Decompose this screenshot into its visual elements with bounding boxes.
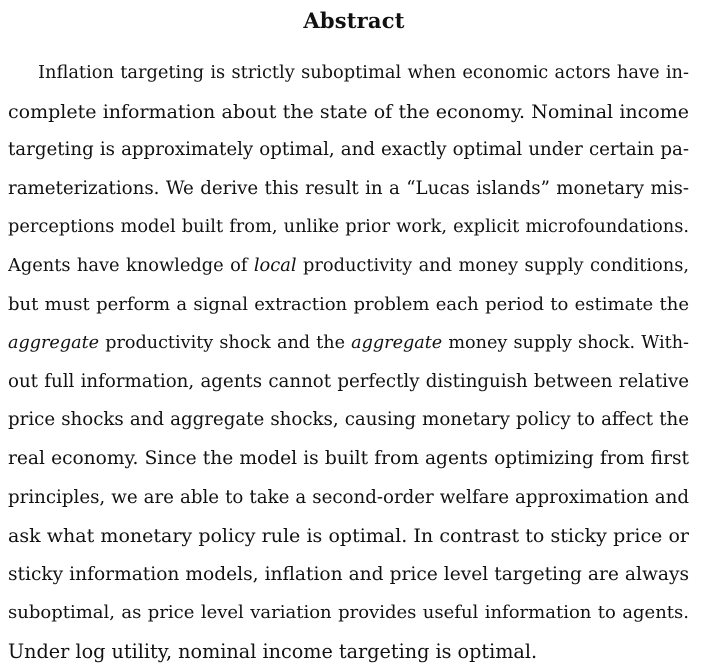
- abstract-line: [8, 324, 689, 362]
- abstract-line: [8, 556, 689, 594]
- line-text: suboptimal, as price level variation provides useful information to agents.: [8, 602, 689, 624]
- line-text: productivity and money supply conditions,: [296, 255, 689, 276]
- line-text: out full information, agents cannot perfectly distinguish between relative: [8, 370, 689, 392]
- abstract-title: Abstract: [303, 8, 405, 33]
- line-text: sticky information models, inflation and price level targeting are always: [8, 563, 689, 585]
- line-text: principles, we are able to take a second-order welfare approximation and: [8, 486, 689, 508]
- abstract-line: [8, 93, 689, 131]
- line-text: Agents have knowledge of: [8, 255, 254, 276]
- line-text: productivity shock and the: [99, 333, 352, 354]
- abstract-line: [8, 170, 689, 208]
- abstract-line: [8, 363, 689, 401]
- abstract-line: [8, 401, 689, 439]
- line-text: Inflation targeting is strictly suboptimal when economic actors have in-: [38, 62, 689, 83]
- abstract-line: [8, 131, 689, 169]
- abstract-line: [8, 633, 689, 671]
- abstract-line: [8, 440, 689, 478]
- line-text: perceptions model built from, unlike prior work, explicit microfoundations.: [8, 216, 689, 238]
- abstract-line: [8, 247, 689, 285]
- line-text: price shocks and aggregate shocks, causing monetary policy to affect the: [8, 409, 689, 431]
- abstract-line: [8, 517, 689, 555]
- abstract-line: [8, 479, 689, 517]
- abstract-line: [8, 286, 689, 324]
- abstract-line: [8, 594, 689, 632]
- line-text: money supply shock. With-: [442, 333, 689, 354]
- line-text: rameterizations. We derive this result in a “Lucas islands” monetary mis-: [8, 177, 689, 199]
- abstract-line: [8, 208, 689, 246]
- italic-text: aggregate: [8, 333, 100, 354]
- line-text: targeting is approximately optimal, and exactly optimal under certain pa-: [8, 139, 689, 161]
- line-text: real economy. Since the model is built from agents optimizing from first: [8, 448, 689, 469]
- line-text: complete information about the state of the economy. Nominal income: [8, 100, 689, 123]
- italic-text: local: [253, 255, 297, 276]
- line-text: but must perform a signal extraction problem each period to estimate the: [8, 293, 689, 315]
- abstract-line: [38, 54, 689, 92]
- line-text: ask what monetary policy rule is optimal. In contrast to sticky price or: [8, 525, 689, 548]
- italic-text: aggregate: [351, 333, 443, 354]
- line-text: Under log utility, nominal income targeting is optimal.: [8, 640, 538, 663]
